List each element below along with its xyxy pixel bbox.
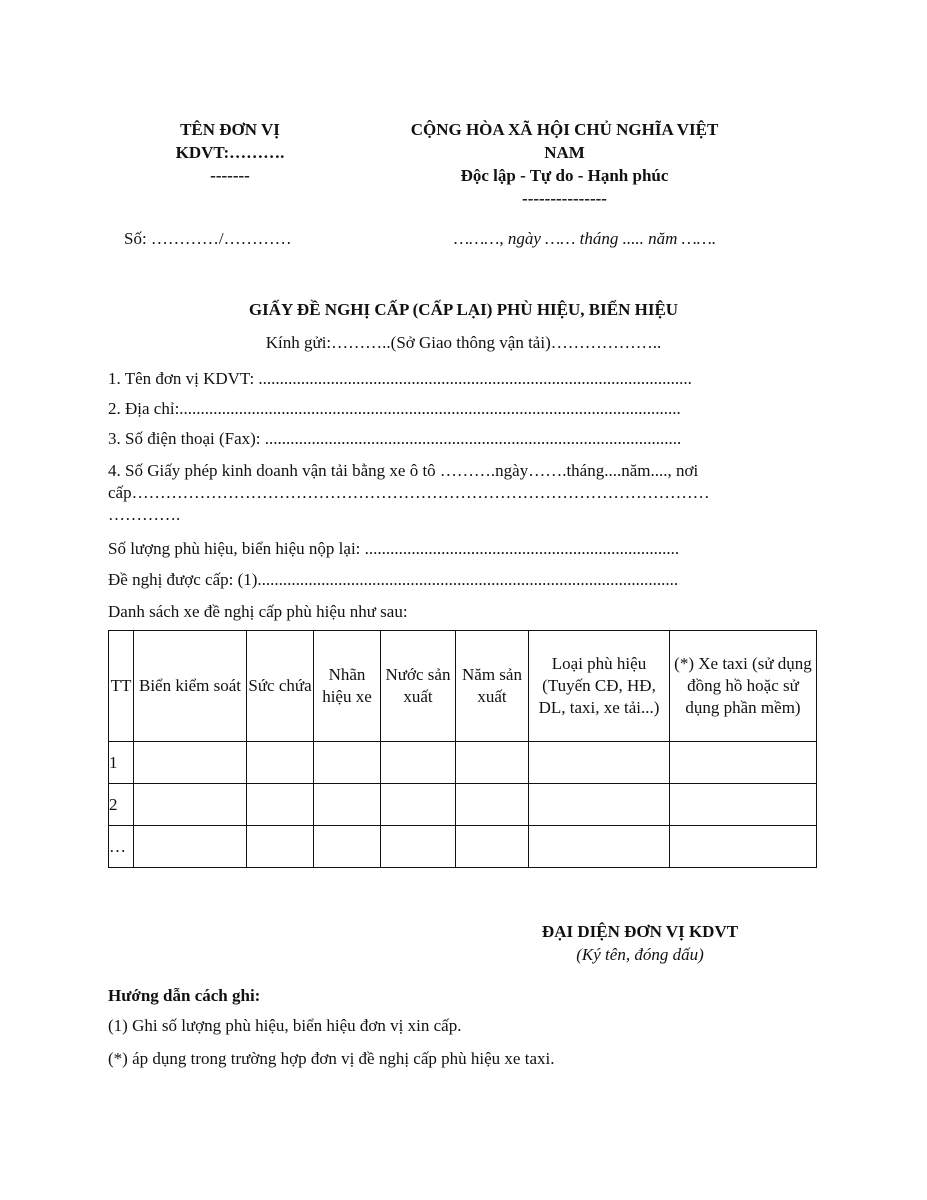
license-line3: …………. [108,505,181,524]
unit-name-label: TÊN ĐƠN VỊ [180,120,280,139]
col-badge-type: Loại phù hiệu (Tuyến CĐ, HĐ, DL, taxi, xe tải...) [529,631,670,742]
cell-brand[interactable] [314,784,381,826]
recipient-line[interactable]: Kính gửi:………..(Sở Giao thông vận tải)……………….. [265,333,662,352]
col-year: Năm sản xuất [456,631,529,742]
table-row [109,826,817,868]
cell-taxi[interactable] [670,784,817,826]
col-capacity: Sức chứa [247,631,314,742]
cell-plate[interactable] [134,784,247,826]
table-header-row [109,631,817,742]
col-taxi: (*) Xe taxi (sử dụng đồng hồ hoặc sử dụng phần mềm) [670,631,817,742]
guide-note-2: (*) áp dụng trong trường hợp đơn vị đề nghị cấp phù hiệu xe taxi. [108,1049,555,1068]
table-row [109,784,817,826]
field-phone-fax[interactable]: 3. Số điện thoại (Fax): .................................................................................................. [108,429,682,448]
vehicle-table [108,630,817,868]
country-name-line1: CỘNG HÒA XÃ HỘI CHỦ NGHĨA VIỆT [410,120,719,139]
date-place-field[interactable]: ………, ngày …… tháng ..... năm ……. [454,229,717,248]
cell-taxi[interactable] [670,826,817,868]
row-index: 1 [109,742,134,784]
field-unit-name[interactable]: 1. Tên đơn vị KDVT: ...................................................................................................... [108,369,692,388]
cell-taxi[interactable] [670,742,817,784]
guide-title: Hướng dẫn cách ghi: [108,986,261,1005]
cell-country[interactable] [381,826,456,868]
cell-badge-type[interactable] [529,784,670,826]
col-country: Nước sản xuất [381,631,456,742]
license-line2: cấp………………………………………………………………………………………… [108,483,710,502]
right-divider: --------------- [522,189,607,208]
cell-year[interactable] [456,826,529,868]
cell-brand[interactable] [314,826,381,868]
national-motto: Độc lập - Tự do - Hạnh phúc [460,166,669,185]
issuing-unit-block [150,118,310,187]
field-business-license[interactable] [108,460,818,526]
cell-capacity[interactable] [247,826,314,868]
cell-country[interactable] [381,742,456,784]
cell-capacity[interactable] [247,784,314,826]
cell-badge-type[interactable] [529,826,670,868]
field-requested[interactable]: Đề nghị được cấp: (1)................................................................................................... [108,570,679,589]
cell-plate[interactable] [134,742,247,784]
vehicle-list-intro: Danh sách xe đề nghị cấp phù hiệu như sau: [108,602,408,621]
field-address[interactable]: 2. Địa chỉ:...................................................................................................................... [108,399,681,418]
row-index: 2 [109,784,134,826]
col-tt: TT [109,631,134,742]
cell-year[interactable] [456,784,529,826]
cell-plate[interactable] [134,826,247,868]
table-row [109,742,817,784]
form-title: GIẤY ĐỀ NGHỊ CẤP (CẤP LẠI) PHÙ HIỆU, BIỂN HIỆU [248,300,679,319]
col-plate: Biển kiểm soát [134,631,247,742]
document-number-field[interactable]: Số: …………/………… [124,229,292,248]
row-index: … [109,826,134,868]
cell-brand[interactable] [314,742,381,784]
signature-note: (Ký tên, đóng dấu) [576,945,704,964]
unit-kdvt-label: KDVT:………. [175,143,285,162]
cell-country[interactable] [381,784,456,826]
col-brand: Nhãn hiệu xe [314,631,381,742]
guide-note-1: (1) Ghi số lượng phù hiệu, biển hiệu đơn vị xin cấp. [108,1016,462,1035]
national-header-block [372,118,757,210]
license-line1: 4. Số Giấy phép kinh doanh vận tải bằng xe ô tô ……….ngày…….tháng....năm...., nơi [108,461,699,480]
cell-year[interactable] [456,742,529,784]
cell-badge-type[interactable] [529,742,670,784]
field-returned-count[interactable]: Số lượng phù hiệu, biển hiệu nộp lại: .......................................................................... [108,539,680,558]
left-divider: ------- [210,166,250,185]
country-name-line2: NAM [544,143,585,162]
cell-capacity[interactable] [247,742,314,784]
signature-title: ĐẠI DIỆN ĐƠN VỊ KDVT [541,922,739,941]
